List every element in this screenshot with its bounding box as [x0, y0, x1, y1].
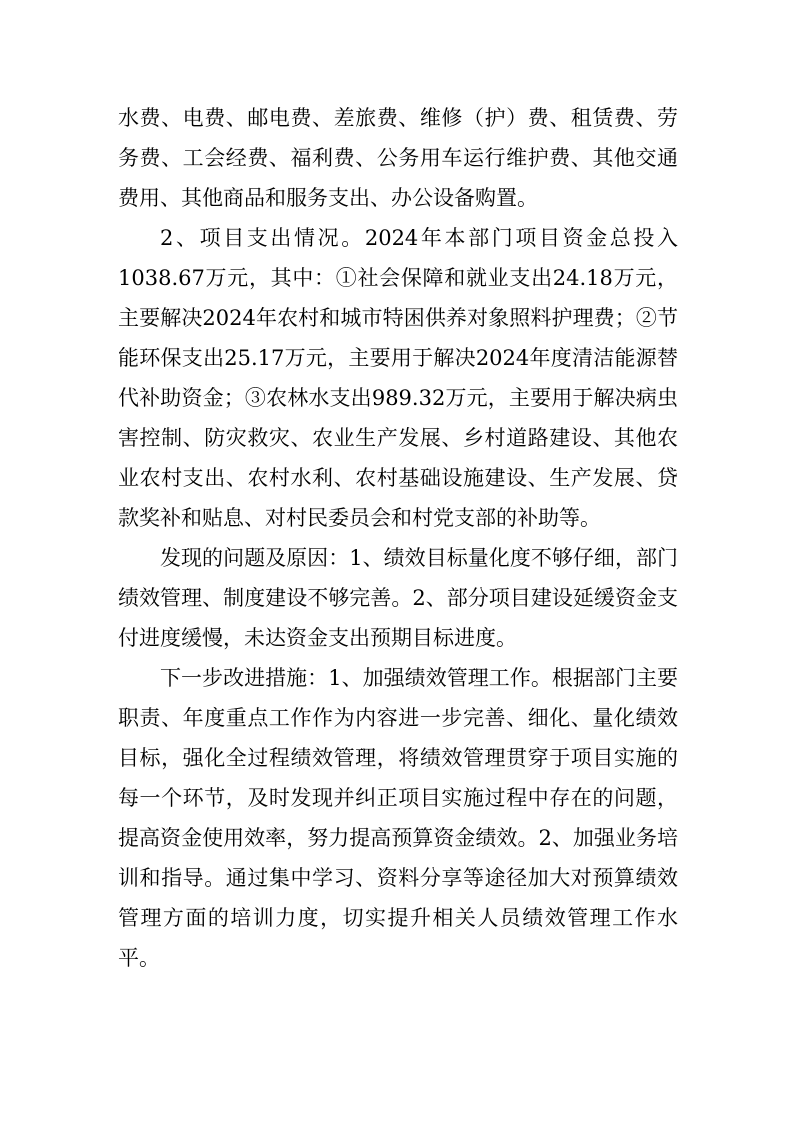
document-page — [118, 98, 678, 978]
paragraph-expense-items: 水费、电费、邮电费、差旅费、维修（护）费、租赁费、劳务费、工会经费、福利费、公务用车运行维护费、其他交通费用、其他商品和服务支出、办公设备购置。 — [118, 106, 678, 210]
paragraph-problems-causes: 发现的问题及原因：1、绩效目标量化度不够仔细，部门绩效管理、制度建设不够完善。2、部分项目建设延缓资金支付进度缓慢，未达资金支出预期目标进度。 — [118, 546, 678, 650]
paragraph-project-expenditure: 2、项目支出情况。2024年本部门项目资金总投入1038.67万元，其中：①社会保障和就业支出24.18万元，主要解决2024年农村和城市特困供养对象照料护理费；②节能环保支出25.17万元，主要用于解决2024年度清洁能源替代补助资金；③农林水支出989.32万元，主要用于解决病虫害控制、防灾救灾、农业生产发展、乡村道路建设、其他农业农村支出、农村水利、农村基础设施建设、生产发展、贷款奖补和贴息、对村民委员会和村党支部的补助等。 — [118, 226, 678, 530]
paragraph-improvement-measures: 下一步改进措施：1、加强绩效管理工作。根据部门主要职责、年度重点工作作为内容进一步完善、细化、量化绩效目标，强化全过程绩效管理，将绩效管理贯穿于项目实施的每一个环节，及时发现并纠正项目实施过程中存在的问题，提高资金使用效率，努力提高预算资金绩效。2、加强业务培训和指导。通过集中学习、资料分享等途径加大对预算绩效管理方面的培训力度，切实提升相关人员绩效管理工作水平。 — [118, 666, 678, 970]
